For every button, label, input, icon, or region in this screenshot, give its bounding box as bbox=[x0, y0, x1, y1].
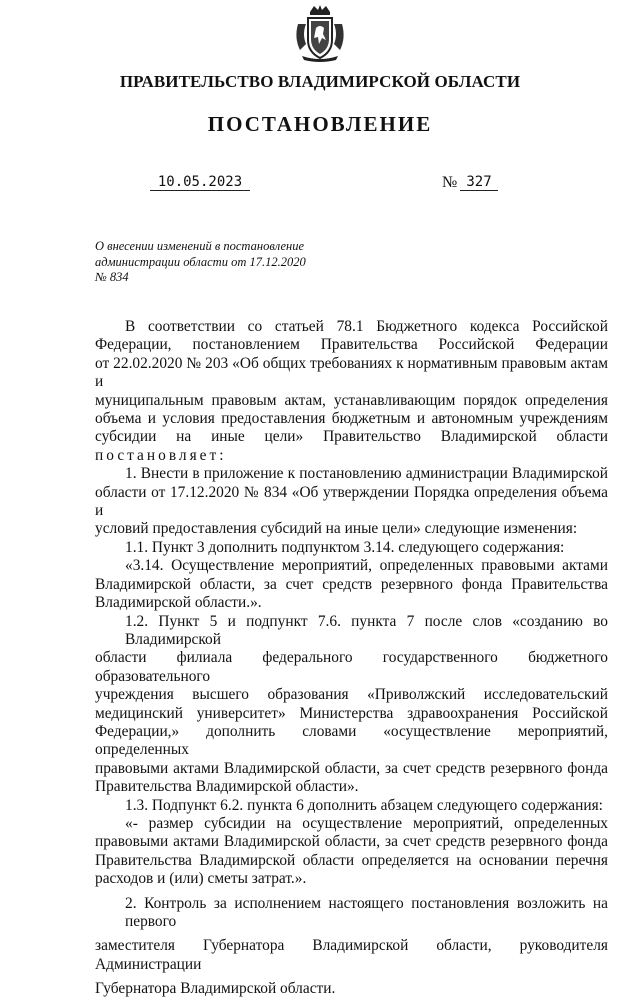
body-line: 1.2. Пункт 5 и подпункт 7.6. пункта 7 после слов «созданию во Владимирской bbox=[125, 612, 608, 648]
body-line: В соответствии со статьей 78.1 Бюджетного кодекса Российской bbox=[125, 318, 608, 335]
document-subject bbox=[95, 239, 335, 286]
body-line: Федерации, постановлением Правительства Российской Федерации bbox=[95, 336, 608, 354]
subject-line: администрации области от 17.12.2020 bbox=[95, 254, 306, 269]
body-line: Правительства Владимирской области определяется на основании перечня bbox=[95, 851, 608, 869]
document-number: 327 bbox=[460, 174, 498, 191]
body-line: от 22.02.2020 № 203 «Об общих требованиях к нормативным правовым актам и bbox=[95, 354, 608, 391]
government-title: ПРАВИТЕЛЬСТВО ВЛАДИМИРСКОЙ ОБЛАСТИ bbox=[119, 72, 521, 91]
number-sign: № bbox=[442, 174, 458, 191]
document-date: 10.05.2023 bbox=[150, 174, 250, 191]
body-line: 1.1. Пункт 3 дополнить подпунктом 3.14. следующего содержания: bbox=[125, 538, 565, 556]
body-line: медицинский университет» Министерства здравоохранения Российской bbox=[95, 704, 608, 722]
body-line: муниципальным правовым актам, устанавливающим порядок определения bbox=[95, 391, 608, 409]
document-body bbox=[95, 318, 608, 999]
document-type-title: ПОСТАНОВЛЕНИЕ bbox=[207, 112, 433, 136]
body-line: заместителя Губернатора Владимирской области, руководителя Администрации bbox=[95, 937, 608, 973]
body-line: Федерации,» дополнить словами «осуществление мероприятий, определенных bbox=[95, 722, 608, 759]
body-line: Губернатора Владимирской области. bbox=[95, 980, 336, 998]
coat-of-arms-emblem bbox=[292, 4, 348, 62]
body-line: 1. Внести в приложение к постановлению администрации Владимирской bbox=[125, 465, 608, 483]
body-line: Владимирской области.». bbox=[95, 594, 262, 612]
body-line: области от 17.12.2020 № 834 «Об утверждении Порядка определения объема и bbox=[95, 483, 608, 520]
body-line: правовыми актами Владимирской области, за счет средств резервного фонда bbox=[95, 759, 608, 777]
subject-line: О внесении изменений в постановление bbox=[95, 239, 305, 253]
body-line: области филиала федерального государственного бюджетного образовательного bbox=[95, 649, 608, 685]
body-line: Правительства Владимирской области». bbox=[95, 778, 359, 796]
body-line: субсидии на иные цели» Правительство Владимирской области bbox=[95, 428, 608, 446]
body-line: «- размер субсидии на осуществление мероприятий, определенных bbox=[125, 814, 608, 832]
body-line: условий предоставления субсидий на иные цели» следующие изменения: bbox=[95, 520, 578, 538]
body-line: 1.3. Подпункт 6.2. пункта 6 дополнить абзацем следующего содержания: bbox=[125, 796, 603, 814]
body-line: постановляет: bbox=[95, 446, 227, 464]
subject-line: № 834 bbox=[95, 270, 129, 284]
body-line: учреждения высшего образования «Приволжский исследовательский bbox=[95, 686, 608, 704]
body-line: объема и условия предоставления бюджетным и автономным учреждениям bbox=[95, 410, 608, 428]
body-line: расходов и (или) сметы затрат.». bbox=[95, 870, 307, 888]
body-line: Владимирской области, за счет средств резервного фонда Правительства bbox=[95, 575, 608, 593]
body-line: правовыми актами Владимирской области, за счет средств резервного фонда bbox=[95, 833, 608, 851]
body-line: 2. Контроль за исполнением настоящего постановления возложить на первого bbox=[125, 894, 608, 930]
body-line: «3.14. Осуществление мероприятий, определенных правовыми актами bbox=[125, 557, 608, 575]
